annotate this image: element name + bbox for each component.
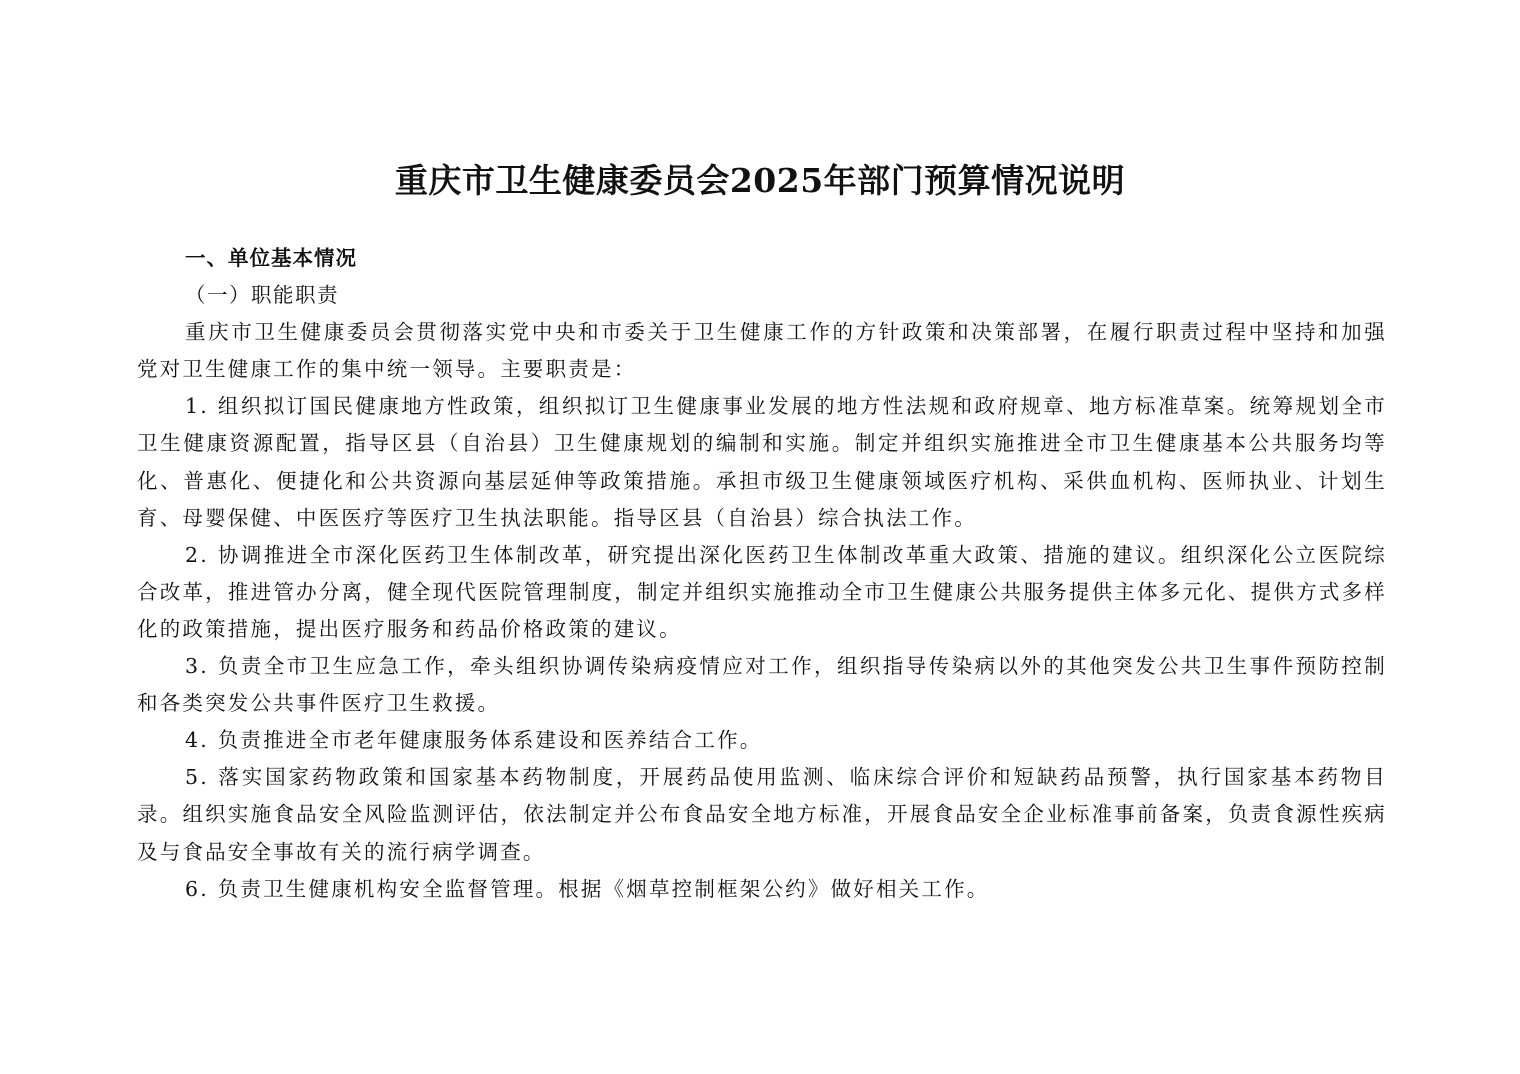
intro-paragraph: 重庆市卫生健康委员会贯彻落实党中央和市委关于卫生健康工作的方针政策和决策部署，在履行职责过程中坚持和加强党对卫生健康工作的集中统一领导。主要职责是：	[137, 320, 1387, 382]
section-heading: 一、单位基本情况	[185, 246, 357, 270]
duty-paragraph-3: 3. 负责全市卫生应急工作，牵头组织协调传染病疫情应对工作，组织指导传染病以外的其他突发公共卫生事件预防控制和各类突发公共事件医疗卫生救援。	[137, 654, 1387, 716]
document-title: 重庆市卫生健康委员会2025年部门预算情况说明	[394, 161, 1126, 200]
duty-paragraph-4: 4. 负责推进全市老年健康服务体系建设和医养结合工作。	[185, 728, 763, 753]
subsection-heading: （一）职能职责	[185, 283, 339, 308]
duty-paragraph-6: 6. 负责卫生健康机构安全监督管理。根据《烟草控制框架公约》做好相关工作。	[185, 876, 990, 901]
document-body	[137, 240, 1387, 908]
duty-paragraph-5: 5. 落实国家药物政策和国家基本药物制度，开展药品使用监测、临床综合评价和短缺药品预警，执行国家基本药物目录。组织实施食品安全风险监测评估，依法制定并公布食品安全地方标准，开展食品安全企业标准事前备案，负责食源性疾病及与食品安全事故有关的流行病学调查。	[137, 765, 1387, 864]
duty-paragraph-1: 1. 组织拟订国民健康地方性政策，组织拟订卫生健康事业发展的地方性法规和政府规章、地方标准草案。统筹规划全市卫生健康资源配置，指导区县（自治县）卫生健康规划的编制和实施。制定并组织实施推进全市卫生健康基本公共服务均等化、普惠化、便捷化和公共资源向基层延伸等政策措施。承担市级卫生健康领域医疗机构、采供血机构、医师执业、计划生育、母婴保健、中医医疗等医疗卫生执法职能。指导区县（自治县）综合执法工作。	[137, 394, 1387, 530]
duty-paragraph-2: 2. 协调推进全市深化医药卫生体制改革，研究提出深化医药卫生体制改革重大政策、措施的建议。组织深化公立医院综合改革，推进管办分离，健全现代医院管理制度，制定并组织实施推动全市卫生健康公共服务提供主体多元化、提供方式多样化的政策措施，提出医疗服务和药品价格政策的建议。	[137, 542, 1387, 641]
